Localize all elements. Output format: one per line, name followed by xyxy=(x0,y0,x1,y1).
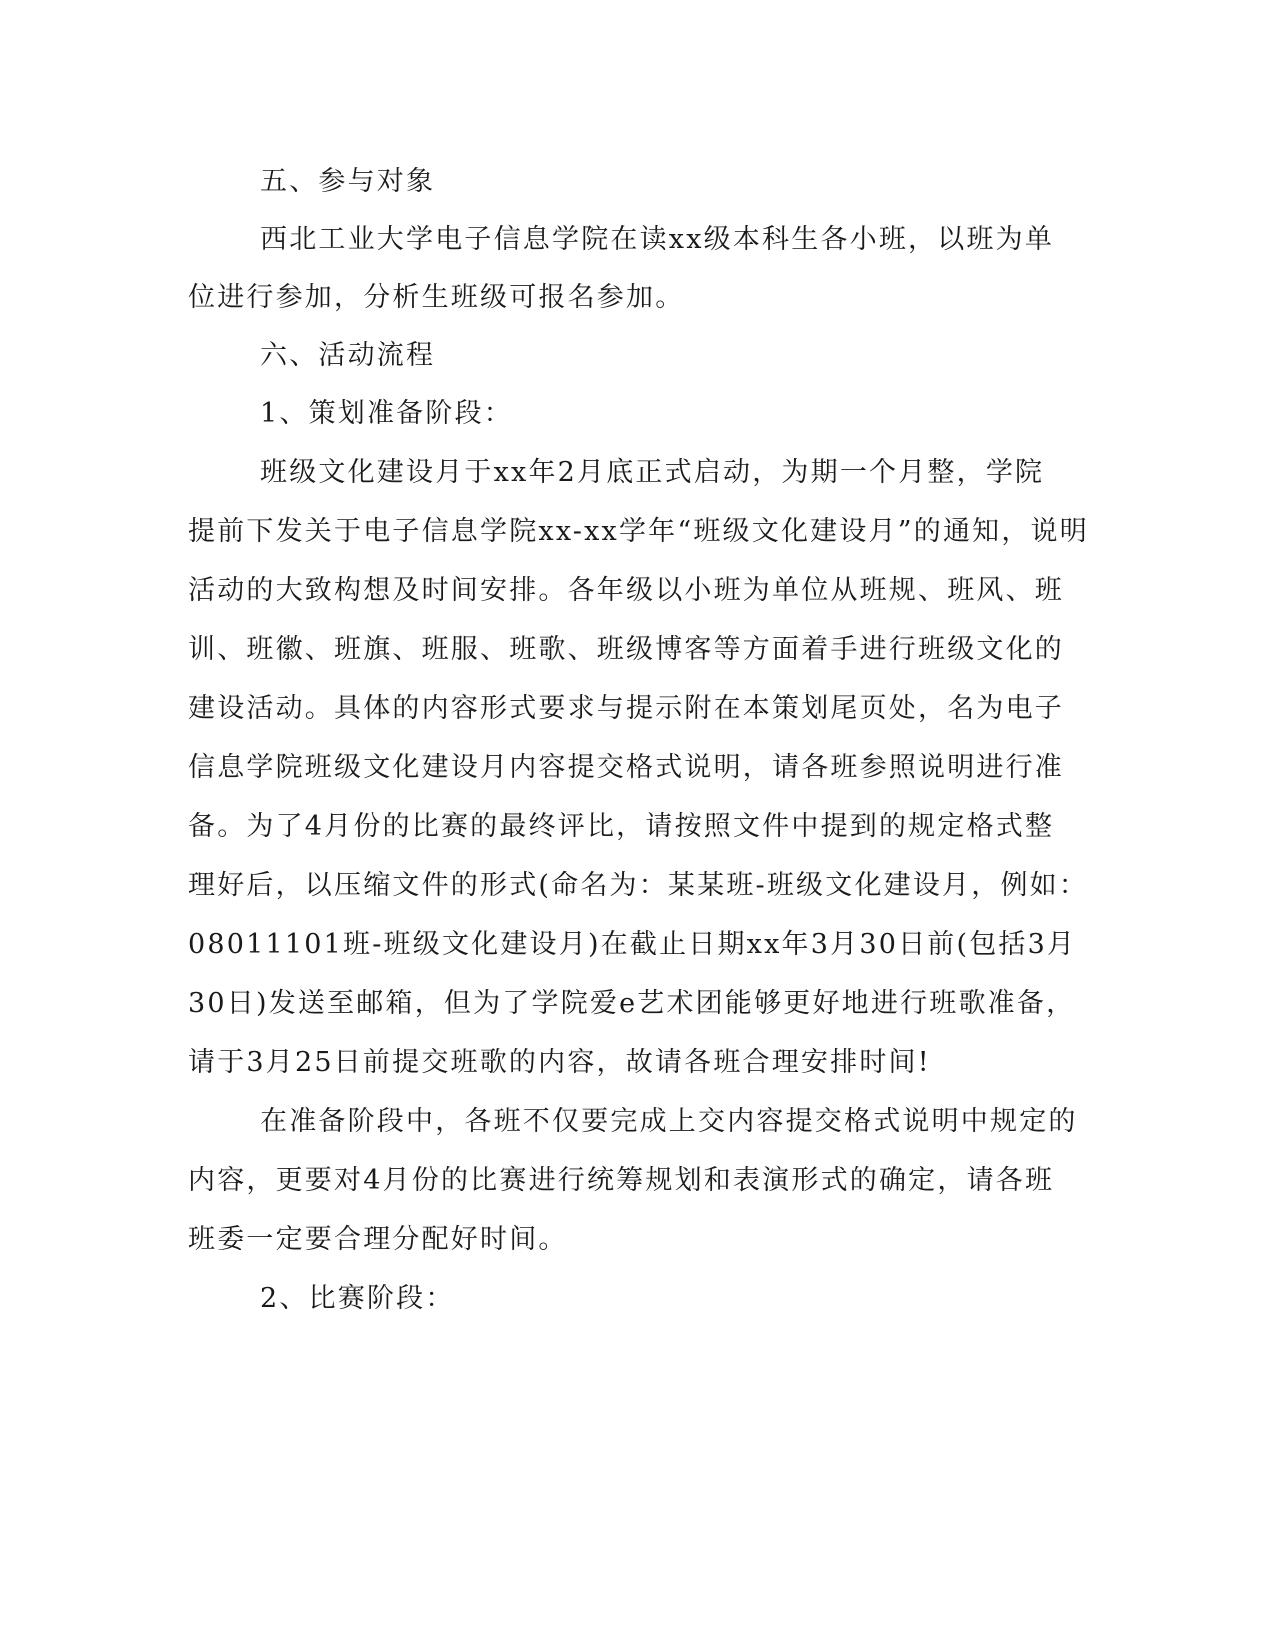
paragraph-line: 在准备阶段中，各班不仅要完成上交内容提交格式说明中规定的 xyxy=(260,1106,1078,1137)
paragraph-line: 西北工业大学电子信息学院在读xx级本科生各小班，以班为单 xyxy=(260,224,1055,255)
paragraph-line: 建设活动。具体的内容形式要求与提示附在本策划尾页处，名为电子 xyxy=(188,693,1064,724)
paragraph-line: 内容，更要对4月份的比赛进行统筹规划和表演形式的确定，请各班 xyxy=(188,1165,1055,1196)
section-heading-participants: 五、参与对象 xyxy=(260,166,436,197)
paragraph-line: 请于3月25日前提交班歌的内容，故请各班合理安排时间! xyxy=(188,1047,931,1078)
subsection-heading-preparation: 1、策划准备阶段： xyxy=(260,398,513,429)
paragraph-line: 训、班徽、班旗、班服、班歌、班级博客等方面着手进行班级文化的 xyxy=(188,634,1064,665)
paragraph-line: 活动的大致构想及时间安排。各年级以小班为单位从班规、班风、班 xyxy=(188,575,1064,606)
paragraph-line: 理好后，以压缩文件的形式(命名为：某某班-班级文化建设月，例如： xyxy=(188,870,1089,901)
paragraph-line: 30日)发送至邮箱，但为了学院爱e艺术团能够更好地进行班歌准备， xyxy=(188,988,1076,1019)
subsection-heading-competition: 2、比赛阶段： xyxy=(260,1283,455,1314)
paragraph-line: 提前下发关于电子信息学院xx-xx学年“班级文化建设月”的通知，说明 xyxy=(188,516,1089,547)
paragraph-line: 位进行参加，分析生班级可报名参加。 xyxy=(188,282,685,313)
paragraph-line: 备。为了4月份的比赛的最终评比，请按照文件中提到的规定格式整 xyxy=(188,811,1055,842)
section-heading-process: 六、活动流程 xyxy=(260,340,436,371)
paragraph-line: 08011101班-班级文化建设月)在截止日期xx年3月30日前(包括3月 xyxy=(188,929,1077,960)
paragraph-line: 信息学院班级文化建设月内容提交格式说明，请各班参照说明进行准 xyxy=(188,752,1064,783)
paragraph-line: 班级文化建设月于xx年2月底正式启动，为期一个月整，学院 xyxy=(260,457,1045,488)
paragraph-line: 班委一定要合理分配好时间。 xyxy=(188,1224,568,1255)
